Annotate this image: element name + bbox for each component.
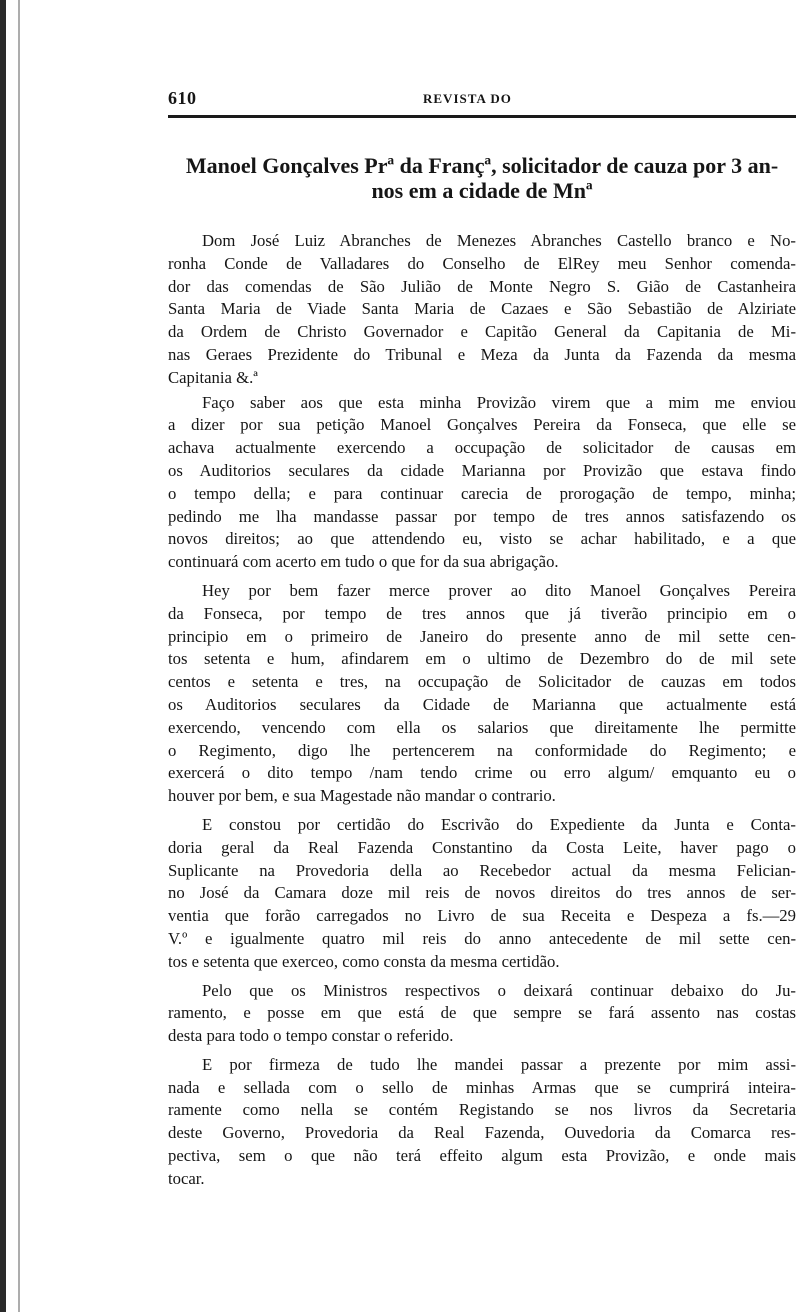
- text-line: V.º e igualmente quatro mil reis do anno antecedente de mil sette cen-: [168, 928, 796, 948]
- text-line: ventia que forão carregados no Livro de sua Receita e Despeza a fs.—29: [168, 906, 796, 926]
- text-line: no José da Camara doze mil reis de novos direitos do tres annos de ser-: [168, 883, 796, 903]
- text-line: exercerá o dito tempo /nam tendo crime ou erro algum/ emquanto eu o: [168, 763, 796, 783]
- text-line: E constou por certidão do Escrivão do Expediente da Junta e Conta-: [202, 814, 796, 834]
- text-line: tos e setenta que exerceo, como consta da mesma certidão.: [168, 951, 560, 971]
- text-line: tocar.: [168, 1168, 205, 1188]
- text-line: nada e sellada com o sello de minhas Armas que se cumprirá inteira-: [168, 1077, 796, 1097]
- text-line: principio em o primeiro de Janeiro do presente anno de mil sette cen-: [168, 626, 796, 646]
- document-body: [168, 230, 796, 1197]
- text-line: tos setenta e hum, afindarem em o ultimo de Dezembro do de mil sete: [168, 649, 796, 669]
- text-line: deste Governo, Provedoria da Real Fazenda, Ouvedoria da Comarca res-: [168, 1123, 796, 1143]
- text-line: Pelo que os Ministros respectivos o deixará continuar debaixo do Ju-: [202, 980, 796, 1000]
- text-line: o Regimento, digo lhe pertencerem na conformidade do Regimento; e: [168, 740, 796, 760]
- text-line: Faço saber aos que esta minha Provizão virem que a mim me enviou: [202, 392, 796, 412]
- text-line: ramente como nella se contém Registando se nos livros da Secretaria: [168, 1100, 796, 1120]
- running-head: REVISTA DO: [423, 91, 512, 106]
- text-line: centos e setenta e tres, na occupação de Solicitador de cauzas em todos: [168, 672, 796, 692]
- text-line: a dizer por sua petição Manoel Gonçalves Pereira da Fonseca, que elle se: [168, 415, 796, 435]
- text-line: nas Geraes Prezidente do Tribunal e Meza da Junta da Fazenda da mesma: [168, 344, 796, 364]
- text-line: Dom José Luiz Abranches de Menezes Abranches Castello branco e No-: [202, 231, 796, 250]
- text-line: achava actualmente exercendo a occupação de solicitador de causas em: [168, 438, 796, 458]
- text-line: o tempo della; e para continuar carecia de prorogação de tempo, minha;: [168, 483, 796, 503]
- text-line: da Ordem de Christo Governador e Capitão General da Capitania de Mi-: [168, 322, 796, 342]
- page-number: 610: [168, 88, 197, 108]
- text-line: houver por bem, e sua Magestade não mandar o contrario.: [168, 786, 556, 806]
- paragraph-ministers: [168, 980, 796, 1048]
- text-line: pedindo me lha mandasse passar por tempo de tres annos satisfazendo os: [168, 506, 796, 526]
- title-line-1: Manoel Gonçalves Prª da Françª, solicitador de cauza por 3 an-: [185, 153, 779, 178]
- text-line: pectiva, sem o que não terá effeito algum esta Provizão, e onde mais: [168, 1146, 796, 1166]
- paragraph-petition: [168, 392, 796, 574]
- text-line: dor das comendas de São Julião de Monte Negro S. Gião de Castanheira: [168, 276, 796, 296]
- paragraph-appointment: [168, 580, 796, 808]
- text-line: continuará com acerto em tudo o que for da sua abrigação.: [168, 552, 559, 572]
- text-line: ramento, e posse em que está de que sempre se fará assento nas costas: [168, 1003, 796, 1023]
- text-line: os Auditorios seculares da cidade Marianna por Provizão que estava findo: [168, 460, 796, 480]
- header-rule: [168, 115, 796, 118]
- text-line: E por firmeza de tudo lhe mandei passar a prezente por mim assi-: [202, 1054, 796, 1074]
- paragraph-closing: [168, 1054, 796, 1191]
- text-line: Capitania &.ª: [168, 367, 258, 387]
- text-line: Suplicante na Provedoria della ao Recebedor actual da mesma Felician-: [168, 860, 796, 880]
- text-line: exercendo, vencendo com ella os salarios que direitamente lhe permitte: [168, 717, 796, 737]
- text-line: desta para todo o tempo constar o referido.: [168, 1026, 454, 1046]
- paragraph-certificate: [168, 814, 796, 974]
- document-title: [168, 153, 796, 203]
- paragraph-preamble: [168, 230, 796, 390]
- text-line: Hey por bem fazer merce prover ao dito Manoel Gonçalves Pereira: [202, 580, 796, 600]
- text-line: da Fonseca, por tempo de tres annos que já tiverão principio em o: [168, 603, 796, 623]
- text-line: ronha Conde de Valladares do Conselho de ElRey meu Senhor comenda-: [168, 253, 796, 273]
- text-line: os Auditorios seculares da Cidade de Marianna que actualmente está: [168, 694, 796, 714]
- text-line: novos direitos; ao que attendendo eu, visto se achar habilitado, e a que: [168, 529, 796, 549]
- page-header: [168, 88, 796, 112]
- page-gutter-shadow: [18, 0, 20, 1312]
- text-line: Santa Maria de Viade Santa Maria de Cazaes e São Sebastião de Alziriate: [168, 299, 796, 319]
- title-line-2: nos em a cidade de Mnª: [371, 178, 593, 203]
- page-spine-edge: [0, 0, 6, 1312]
- text-line: doria geral da Real Fazenda Constantino da Costa Leite, haver pago o: [168, 837, 796, 857]
